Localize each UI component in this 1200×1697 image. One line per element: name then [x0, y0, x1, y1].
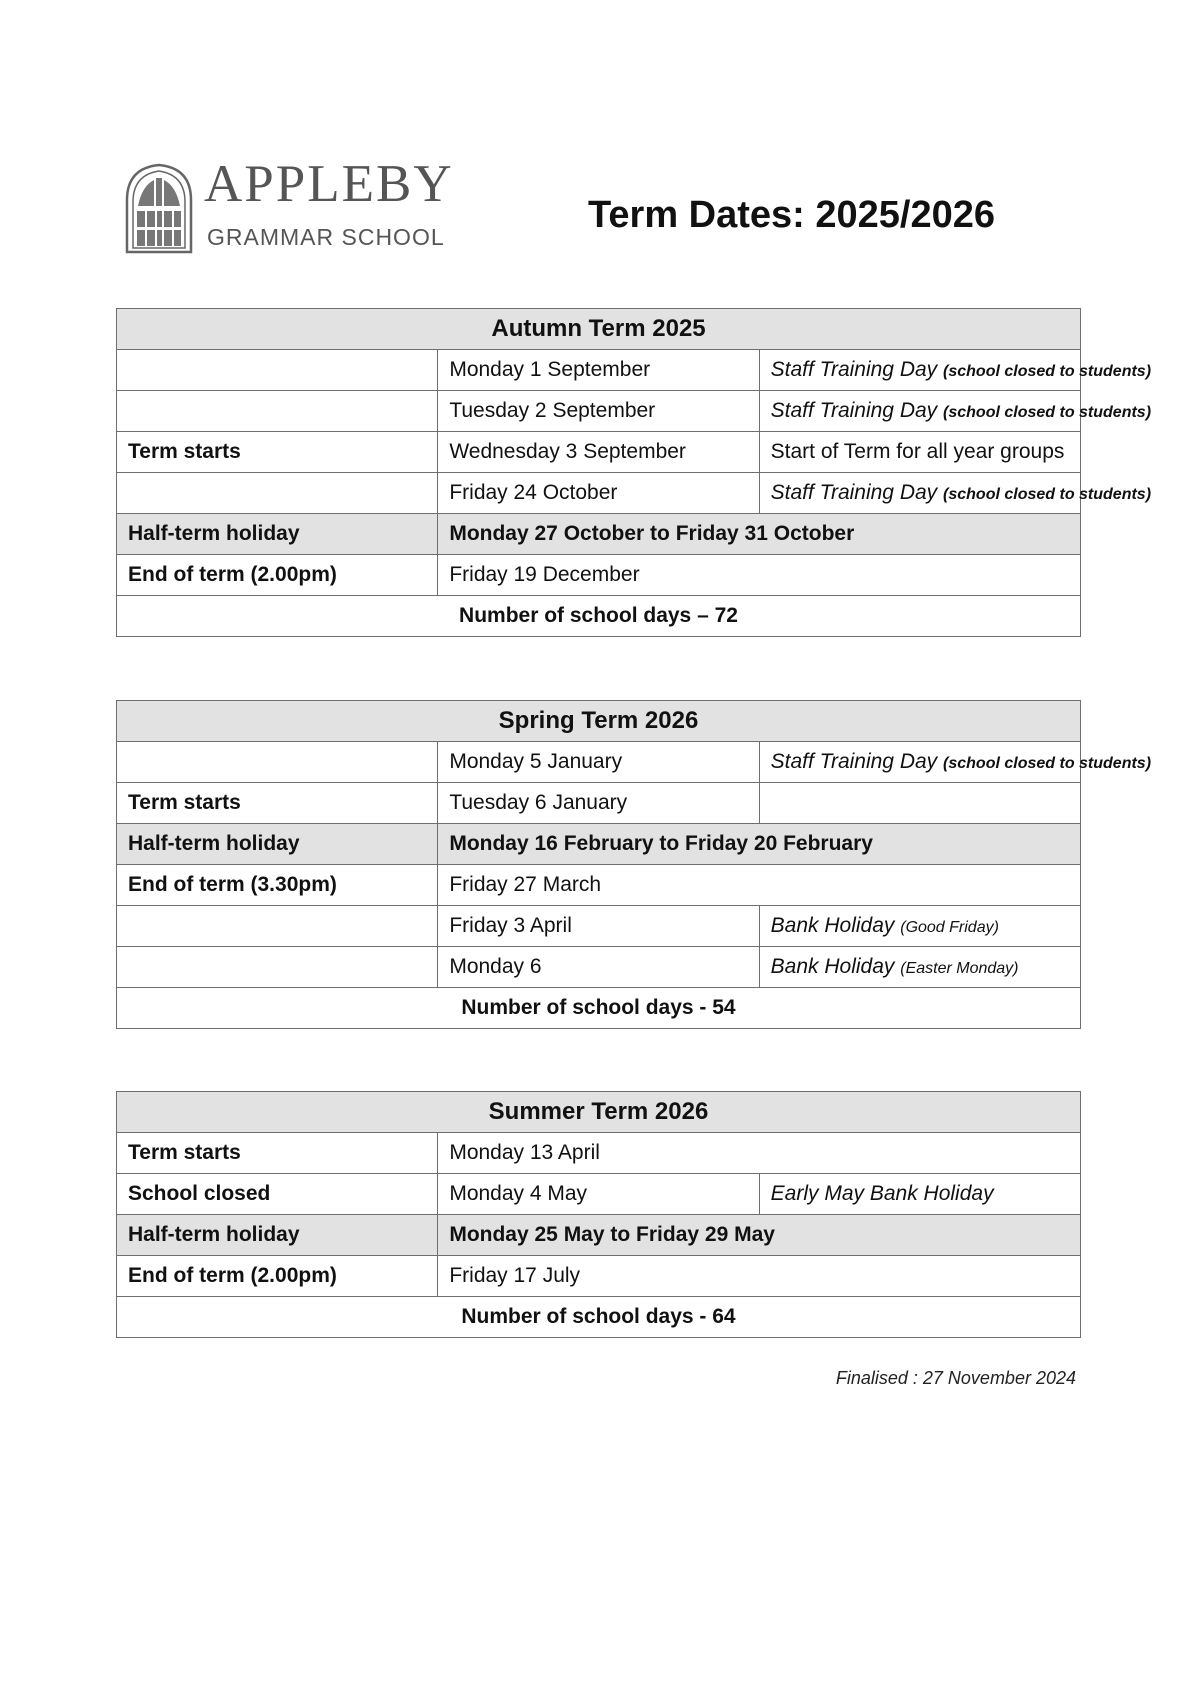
row-date: Monday 6 — [438, 947, 759, 988]
half-term-row — [117, 824, 1081, 865]
note-text: Bank Holiday — [770, 914, 895, 938]
table-row — [117, 432, 1081, 473]
note-sub: (school closed to students) — [943, 363, 1152, 381]
row-label: End of term (3.30pm) — [117, 865, 438, 906]
row-note: Early May Bank Holiday — [759, 1174, 1080, 1215]
note-sub: (school closed to students) — [943, 486, 1152, 504]
row-date: Wednesday 3 September — [438, 432, 759, 473]
row-note — [759, 391, 1152, 432]
term-title-row — [117, 1092, 1081, 1133]
school-days-row — [117, 1297, 1081, 1338]
row-label — [117, 350, 438, 391]
finalised-date: Finalised : 27 November 2024 — [835, 1368, 1076, 1388]
school-logo — [124, 155, 454, 258]
school-days-row — [117, 596, 1081, 637]
row-note — [759, 783, 1080, 824]
end-of-term-date: Friday 19 December — [438, 555, 1081, 596]
note-text: Staff Training Day — [770, 358, 938, 382]
row-date: Tuesday 6 January — [438, 783, 759, 824]
row-label — [117, 391, 438, 432]
row-label: School closed — [117, 1174, 438, 1215]
table-row — [117, 473, 1081, 514]
table-row — [117, 350, 1081, 391]
note-sub: (Good Friday) — [900, 919, 999, 937]
end-of-term-row — [117, 555, 1081, 596]
row-label — [117, 473, 438, 514]
row-label — [117, 906, 438, 947]
row-note — [759, 742, 1152, 783]
row-label: Half-term holiday — [117, 514, 438, 555]
end-of-term-date: Friday 27 March — [438, 865, 1081, 906]
logo-school-name: APPLEBY — [204, 155, 454, 213]
autumn-term-table — [116, 308, 1152, 637]
note-text: Staff Training Day — [770, 399, 938, 423]
half-term-dates: Monday 25 May to Friday 29 May — [438, 1215, 1081, 1256]
row-date: Monday 4 May — [438, 1174, 759, 1215]
half-term-dates: Monday 16 February to Friday 20 February — [438, 824, 1081, 865]
note-sub: (school closed to students) — [943, 404, 1152, 422]
spring-term-table — [116, 700, 1152, 1029]
row-date: Monday 1 September — [438, 350, 759, 391]
end-of-term-date: Friday 17 July — [438, 1256, 1081, 1297]
row-note — [759, 473, 1152, 514]
row-date: Monday 5 January — [438, 742, 759, 783]
note-text: Staff Training Day — [770, 481, 938, 505]
school-days-row — [117, 988, 1081, 1029]
page-header — [0, 0, 1200, 260]
table-row — [117, 947, 1081, 988]
row-label: Term starts — [117, 783, 438, 824]
row-label: Term starts — [117, 1133, 438, 1174]
chapel-window-icon — [124, 162, 194, 254]
note-text: Staff Training Day — [770, 750, 938, 774]
term-start-row — [117, 1133, 1081, 1174]
logo-school-subtitle: GRAMMAR SCHOOL — [207, 224, 445, 250]
school-closed-row — [117, 1174, 1081, 1215]
row-label: End of term (2.00pm) — [117, 555, 438, 596]
row-label — [117, 742, 438, 783]
row-label: End of term (2.00pm) — [117, 1256, 438, 1297]
term-title: Spring Term 2026 — [117, 701, 1081, 742]
term-title-row — [117, 309, 1081, 350]
row-note — [759, 947, 1080, 988]
row-date: Friday 3 April — [438, 906, 759, 947]
note-sub: (Easter Monday) — [900, 960, 1019, 978]
row-label: Term starts — [117, 432, 438, 473]
half-term-row — [117, 1215, 1081, 1256]
note-sub: (school closed to students) — [943, 755, 1152, 773]
term-title: Autumn Term 2025 — [117, 309, 1081, 350]
summer-term-table — [116, 1091, 1081, 1338]
row-label: Half-term holiday — [117, 824, 438, 865]
row-note — [759, 350, 1152, 391]
term-title: Summer Term 2026 — [117, 1092, 1081, 1133]
note-text: Bank Holiday — [770, 955, 895, 979]
school-days-count: Number of school days - 64 — [117, 1297, 1081, 1338]
row-label — [117, 947, 438, 988]
row-date: Friday 24 October — [438, 473, 759, 514]
end-of-term-row — [117, 865, 1081, 906]
page-title: Term Dates: 2025/2026 — [588, 194, 995, 236]
row-date: Tuesday 2 September — [438, 391, 759, 432]
row-label: Half-term holiday — [117, 1215, 438, 1256]
school-days-count: Number of school days – 72 — [117, 596, 1081, 637]
table-row — [117, 783, 1081, 824]
row-note — [759, 906, 1080, 947]
row-note: Start of Term for all year groups — [759, 432, 1080, 473]
table-row — [117, 906, 1081, 947]
half-term-dates: Monday 27 October to Friday 31 October — [438, 514, 1081, 555]
half-term-row — [117, 514, 1081, 555]
term-start-date: Monday 13 April — [438, 1133, 1081, 1174]
table-row — [117, 391, 1081, 432]
term-title-row — [117, 701, 1081, 742]
school-days-count: Number of school days - 54 — [117, 988, 1081, 1029]
end-of-term-row — [117, 1256, 1081, 1297]
table-row — [117, 742, 1081, 783]
